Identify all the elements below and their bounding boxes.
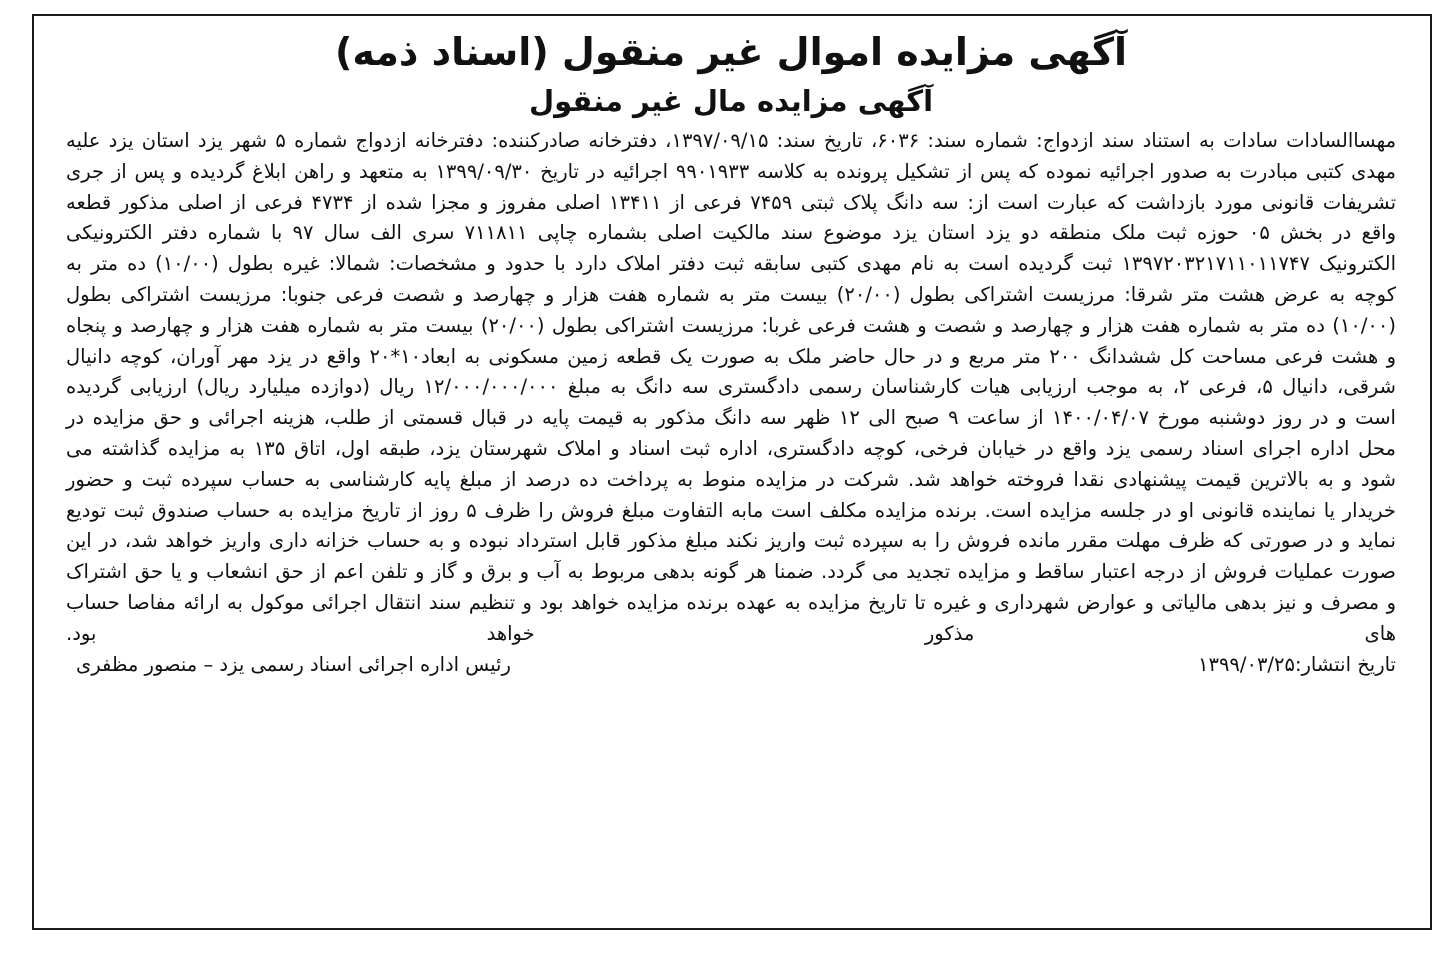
notice-footer (66, 650, 1396, 680)
auction-notice (66, 26, 1396, 680)
notice-subtitle: آگهی مزایده مال غیر منقول (528, 84, 934, 118)
signature: رئیس اداره اجرائی اسناد رسمی یزد – منصور مظفری (76, 652, 511, 676)
publish-date: تاریخ انتشار:۱۳۹۹/۰۳/۲۵ (1198, 652, 1396, 676)
notice-title: آگهی مزایده اموال غیر منقول (اسناد ذمه) (334, 30, 1128, 74)
notice-body: مهساالسادات سادات به استناد سند ازدواج: شماره سند: ۶۰۳۶، تاریخ سند: ۱۳۹۷/۰۹/۱۵، دفترخانه صادرکننده: دفترخانه ازدواج شماره ۵ شهر یزد استان یزد علیه مهدی کتبی مبادرت به صدور اجرائیه نموده که پس از تشکیل پرونده به کلاسه ۹۹۰۱۹۳۳ اجرائیه در تاریخ ۱۳۹۹/۰۹/۳۰ به متعهد و راهن ابلاغ گردیده و پس از جری تشریفات قانونی مورد بازداشت که عبارت است از: سه دانگ پلاک ثبتی ۷۴۵۹ فرعی از ۱۳۴۱۱ اصلی مفروز و مجزا شده از ۴۷۳۴ فرعی از اصلی مذکور قطعه واقع در بخش ۰۵ حوزه ثبت ملک منطقه دو یزد استان یزد موضوع سند مالکیت اصلی بشماره چاپی ۷۱۱۸۱۱ سری الف سال ۹۷ با شماره دفتر الکترونیکی الکترونیک ۱۳۹۷۲۰۳۲۱۷۱۱۰۱۱۷۴۷ ثبت گردیده است به نام مهدی کتبی سابقه ثبت دفتر املاک دارد با حدود و مشخصات: شمالا: غیره بطول (۱۰/۰۰) ده متر به کوچه به عرض هشت متر شرقا: مرزیست اشتراکی بطول (۲۰/۰۰) بیست متر به شماره هفت هزار و چهارصد و شصت فرعی جنوبا: مرزیست اشتراکی بطول (۱۰/۰۰) ده متر به شماره هفت هزار و چهارصد و شصت و هشت فرعی غربا: مرزیست اشتراکی بطول (۲۰/۰۰) بیست متر به شماره هفت هزار و چهارصد و پنجاه و هشت فرعی مساحت کل ششدانگ ۲۰۰ متر مربع و در حال حاضر ملک به صورت یک قطعه زمین مسکونی به ابعاد۱۰*۲۰ واقع در یزد مهر آوران، کوچه دانیال شرقی، دانیال ۵، فرعی ۲، به موجب ارزیابی هیات کارشناسان رسمی دادگستری سه دانگ به مبلغ ۱۲/۰۰۰/۰۰۰/۰۰۰ ریال (دوازده میلیارد ریال) ارزیابی گردیده است و در روز دوشنبه مورخ ۱۴۰۰/۰۴/۰۷ از ساعت ۹ صبح الی ۱۲ ظهر سه دانگ مذکور به قیمت پایه در قبال قسمتی از طلب، هزینه اجرائی و حق مزایده در محل اداره اجرای اسناد رسمی یزد واقع در خیابان فرخی، کوچه دادگستری، اداره ثبت اسناد و املاک شهرستان یزد، طبقه اول، اتاق ۱۳۵ به مزایده گذاشته می شود و به بالاترین قیمت پیشنهادی نقدا فروخته خواهد شد. شرکت در مزایده منوط به پرداخت ده درصد از مبلغ پایه کارشناسی به حساب سپرده ثبت و حضور خریدار یا نماینده قانونی او در جلسه مزایده است. برنده مزایده مکلف است مابه التفاوت مبلغ فروش را ظرف ۵ روز از تاریخ مزایده به حساب صندوق ثبت تودیع نماید و در صورتی که ظرف مهلت مقرر مانده فروش را به سپرده ثبت واریز نکند مبلغ مذکور قابل استرداد نبوده و به حساب خزانه داری واریز خواهد شد، در این صورت عملیات فروش از درجه اعتبار ساقط و مزایده تجدید می گردد. ضمنا هر گونه بدهی مربوط به آب و برق و گاز و تلفن اعم از حق انشعاب و یا حق اشتراک و مصرف و نیز بدهی مالیاتی و عوارض شهرداری و غیره تا تاریخ مزایده به عهده برنده مزایده خواهد بود و تنظیم سند انتقال اجرائی موکول به ارائه مفاصا حساب های مذکور خواهد بود. (66, 129, 1397, 645)
